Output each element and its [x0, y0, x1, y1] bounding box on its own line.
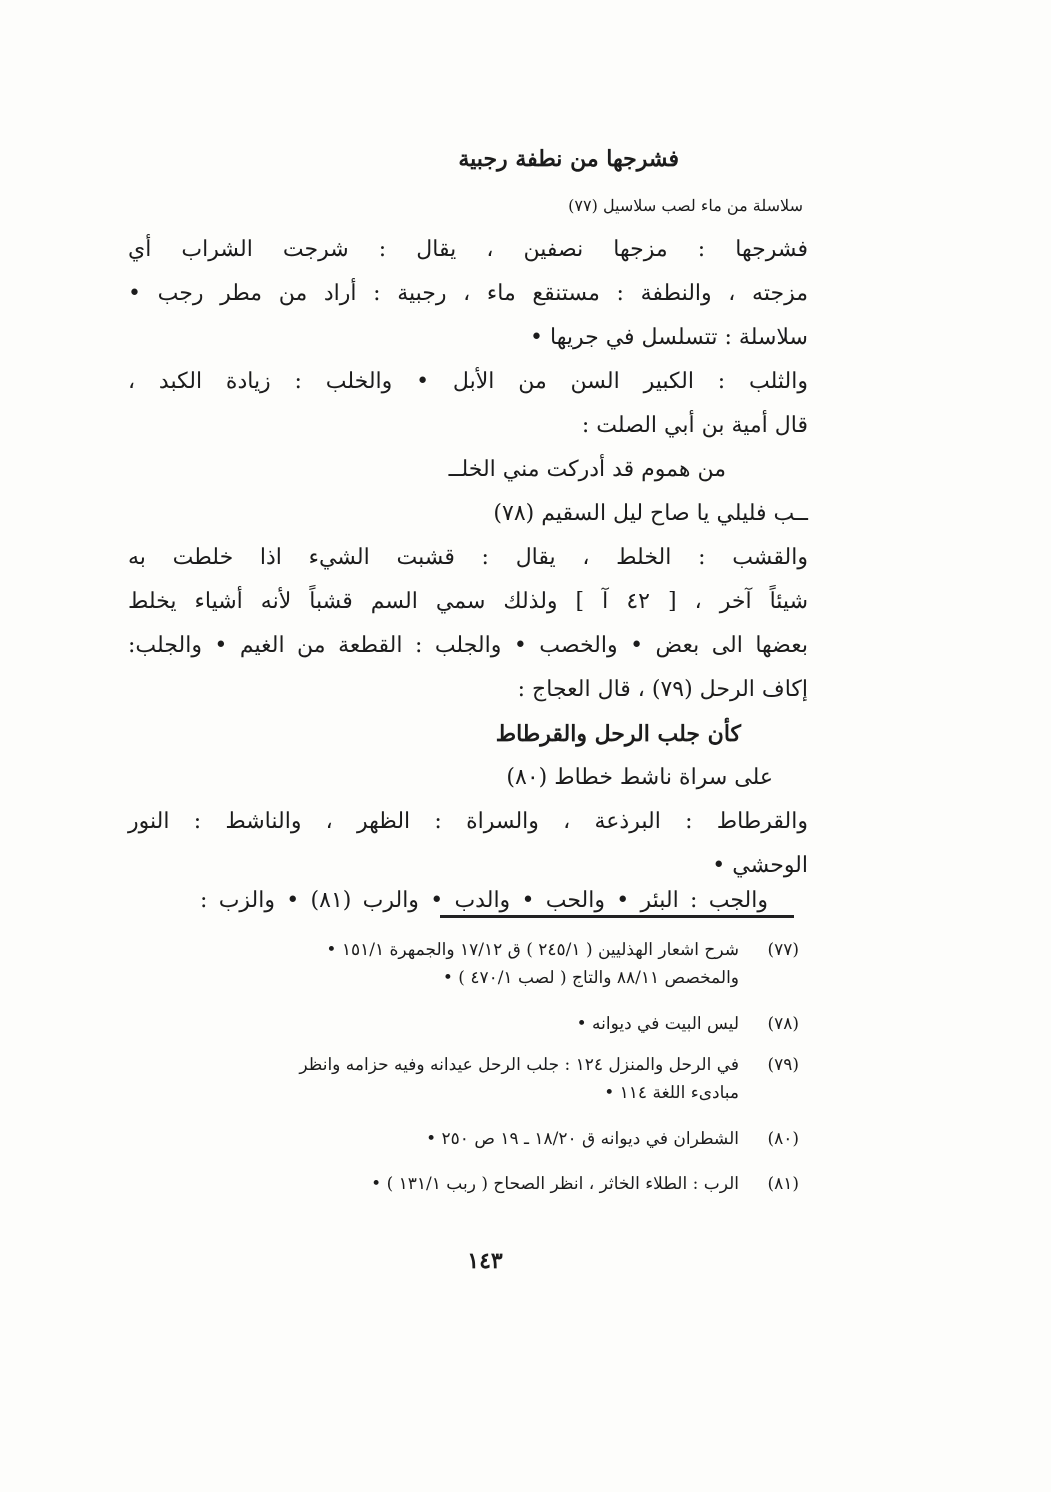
footnote-text: ليس البيت في ديوانه •: [576, 1014, 739, 1034]
body-line: شيئاً آخر ، [ ٤٢ آ ] ولذلك سمي السم قشباً لأنه أشياء يخلط: [128, 589, 809, 614]
body-line: بعضها الى بعض • والخصب • والجلب : القطعة من الغيم • والجلب:: [128, 633, 808, 658]
footnote-text: في الرحل والمنزل ١٢٤ : جلب الرحل عيدانه وفيه حزامه وانظر: [299, 1055, 739, 1075]
verse-line: فشرجها من نطفة رجبية: [458, 146, 679, 172]
body-line: فشرجها : مزجها نصفين ، يقال : شرجت الشراب أي: [128, 237, 808, 262]
footnote-number: (٧٨): [767, 1014, 799, 1034]
footnote-number: (٧٩): [767, 1055, 799, 1075]
footnote-text: والمخصص ٨٨/١١ والتاج ( لصب ٤٧٠/١ ) •: [442, 968, 739, 988]
footnote-number: (٨١): [767, 1174, 799, 1194]
body-line: مزجته ، والنطفة : مستنقع ماء ، رجبية : أراد من مطر رجب •: [128, 281, 808, 306]
footnote-text: مبادىء اللغة ١١٤ •: [604, 1083, 739, 1103]
verse-line: على سراة ناشط خطاط (٨٠): [506, 765, 773, 790]
footnote-separator: [440, 915, 794, 918]
verse-line: ــب فليلي يا صاح ليل السقيم (٧٨): [493, 501, 808, 526]
body-line: والجب : البئر • والحب • والدب • والرب (٨١) • والزب :: [200, 888, 768, 913]
verse-line: من هموم قد أدركت مني الخلــ: [448, 457, 726, 482]
body-line: والثلب : الكبير السن من الأبل • والخلب : زيادة الكبد ،: [128, 369, 808, 394]
footnote-text: شرح اشعار الهذليين ( ٢٤٥/١ ) ق ١٧/١٢ والجمهرة ١٥١/١ •: [326, 940, 739, 960]
footnote-text: الشطران في ديوانه ق ١٨/٢٠ ـ ١٩ ص ٢٥٠ •: [426, 1129, 739, 1149]
footnote-text: الرب : الطلاء الخاثر ، انظر الصحاح ( ربب ١٣١/١ ) •: [371, 1174, 739, 1194]
body-line: والقشب : الخلط ، يقال : قشبت الشيء اذا خلطت به: [128, 545, 808, 570]
body-line: قال أمية بن أبي الصلت :: [581, 413, 808, 438]
page-number: ١٤٣: [467, 1248, 503, 1274]
footnote-number: (٨٠): [767, 1129, 799, 1149]
body-line: إكاف الرحل (٧٩) ، قال العجاج :: [517, 677, 808, 702]
body-line: والقرطاط : البرذعة ، والسراة : الظهر ، والناشط : النور: [128, 809, 808, 834]
verse-line: سلاسلة من ماء لصب سلاسيل (٧٧): [568, 196, 803, 215]
footnote-number: (٧٧): [767, 940, 799, 960]
body-line: سلاسلة : تتسلسل في جريها •: [530, 325, 808, 350]
body-line: الوحشي •: [712, 853, 808, 878]
verse-line: كأن جلب الرحل والقرطاط: [495, 721, 741, 747]
